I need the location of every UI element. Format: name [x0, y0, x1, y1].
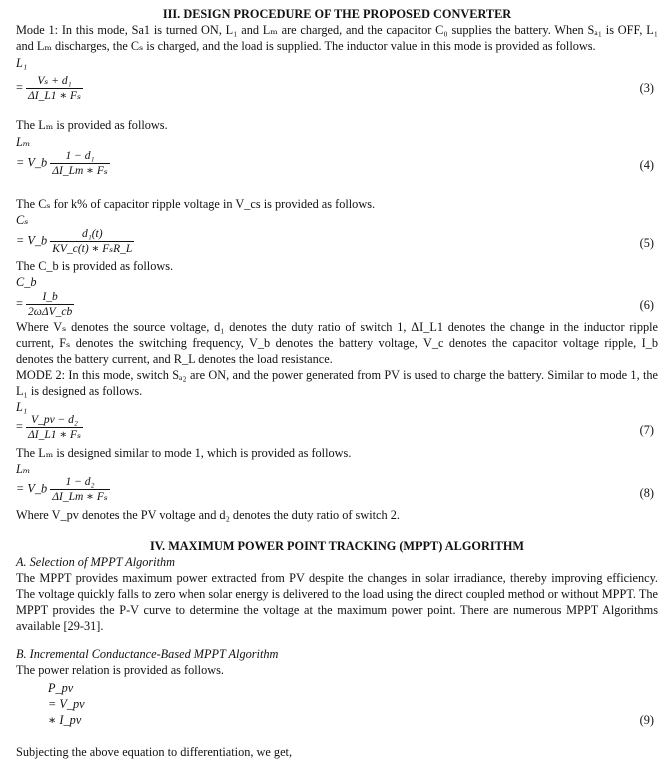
- eq4-numerator: 1 − d₁: [65, 150, 95, 162]
- eq8-row: [16, 475, 110, 504]
- cs-intro: The Cₛ for k% of capacitor ripple voltage in V_cs is provided as follows.: [16, 197, 376, 211]
- eq4-fraction: [50, 149, 110, 178]
- eq8-fraction: [50, 475, 110, 504]
- eq3-row: [16, 74, 83, 103]
- eq5-denominator: KV_c(t) ∗ FₛR_L: [52, 243, 133, 255]
- where2-text: Where V_pv denotes the PV voltage and d₂ denotes the duty ratio of switch 2.: [16, 508, 400, 522]
- eq6-row: [16, 290, 74, 319]
- eq6-numerator: I_b: [42, 291, 58, 303]
- subsection-heading: B. Incremental Conductance-Based MPPT Algorithm: [16, 647, 279, 661]
- eq5-numerator: d₁(t): [81, 228, 103, 240]
- mppt-paragraph: The MPPT provides maximum power extracted from PV despite the changes in solar irradiance, thereby improving efficiency. The voltage quickly falls to zero when solar energy is delivered to the load using the direct coupled method or without MPPT. The MPPT provides the P-V curve to determine the voltage at the maximum power point. There are numerous MPPT Algorithms available [29-31].: [16, 571, 658, 633]
- eq6-lhs: C_b: [16, 275, 37, 289]
- section-heading: III. DESIGN PROCEDURE OF THE PROPOSED CONVERTER: [162, 7, 512, 21]
- eq5-fraction: [50, 227, 134, 256]
- section-heading: IV. MAXIMUM POWER POINT TRACKING (MPPT) ALGORITHM: [149, 539, 525, 553]
- eq4-lhs: Lₘ: [16, 135, 31, 149]
- eq3-fraction: [26, 74, 83, 103]
- eq9-number: (9): [639, 713, 654, 727]
- eq6-equals: =: [16, 296, 23, 311]
- eq4-number: (4): [639, 158, 654, 172]
- eq3-number: (3): [639, 81, 654, 95]
- power-intro: The power relation is provided as follows.: [16, 663, 224, 677]
- diff-text: Subjecting the above equation to differentiation, we get,: [16, 745, 293, 759]
- eq4-row: [16, 149, 110, 178]
- eq3-equals: =: [16, 80, 23, 95]
- eq6-denominator: 2ωΔV_cb: [28, 306, 73, 318]
- eq5-lhs: Cₛ: [16, 213, 29, 227]
- eq7-row: [16, 413, 83, 442]
- eq7-number: (7): [639, 423, 654, 437]
- cb-intro: The C_b is provided as follows.: [16, 259, 174, 273]
- eq5-equals: = V_b: [16, 233, 48, 248]
- eq9-line3: ∗ I_pv: [48, 713, 82, 727]
- eq7-denominator: ΔI_L1 ∗ Fₛ: [28, 429, 81, 441]
- where-paragraph: Where Vₛ denotes the source voltage, d₁ denotes the duty ratio of switch 1, ΔI_L1 denotes the change in the inductor ripple current, Fₛ denotes the switching frequency, V_b denotes the battery voltage, V_c denotes the capacitor voltage ripple, I_b denotes the battery current, and R_L denotes the load resistance.: [16, 320, 658, 366]
- eq7-fraction: [26, 413, 83, 442]
- eq5-row: [16, 227, 134, 256]
- eq3-numerator: Vₛ + d₁: [37, 75, 72, 87]
- eq4-denominator: ΔI_Lm ∗ Fₛ: [52, 165, 108, 177]
- eq7-lhs: L₁: [16, 400, 28, 414]
- eq7-equals: =: [16, 419, 23, 434]
- eq6-fraction: [26, 290, 74, 319]
- eq9-line1: P_pv: [48, 681, 74, 695]
- mode1-paragraph: Mode 1: In this mode, Sa1 is turned ON, L₁ and Lₘ are charged, and the capacitor C₀ supplies the battery. When Sₐ₁ is OFF, L₁ and Lₘ discharges, the Cₛ is charged, and the load is supplied. The inductor value in this mode is provided as follows.: [16, 23, 658, 53]
- subsection-heading: A. Selection of MPPT Algorithm: [16, 555, 176, 569]
- eq6-number: (6): [639, 298, 654, 312]
- mode2-paragraph: MODE 2: In this mode, switch Sₐ₂ are ON, and the power generated from PV is used to charge the battery. Similar to mode 1, the L₁ is designed as follows.: [16, 368, 658, 398]
- eq4-equals: = V_b: [16, 155, 48, 170]
- eq8-numerator: 1 − d₂: [65, 476, 95, 488]
- eq5-number: (5): [639, 236, 654, 250]
- eq3-denominator: ΔI_L1 ∗ Fₛ: [28, 90, 81, 102]
- eq9-line2: = V_pv: [48, 697, 85, 711]
- eq8-lhs: Lₘ: [16, 462, 31, 476]
- lm-mode2-intro: The Lₘ is designed similar to mode 1, which is provided as follows.: [16, 446, 352, 460]
- eq3-lhs: L₁: [16, 56, 28, 70]
- lm-intro: The Lₘ is provided as follows.: [16, 118, 168, 132]
- eq8-equals: = V_b: [16, 481, 48, 496]
- eq8-number: (8): [639, 486, 654, 500]
- eq7-numerator: V_pv − d₂: [31, 414, 78, 426]
- eq8-denominator: ΔI_Lm ∗ Fₛ: [52, 491, 108, 503]
